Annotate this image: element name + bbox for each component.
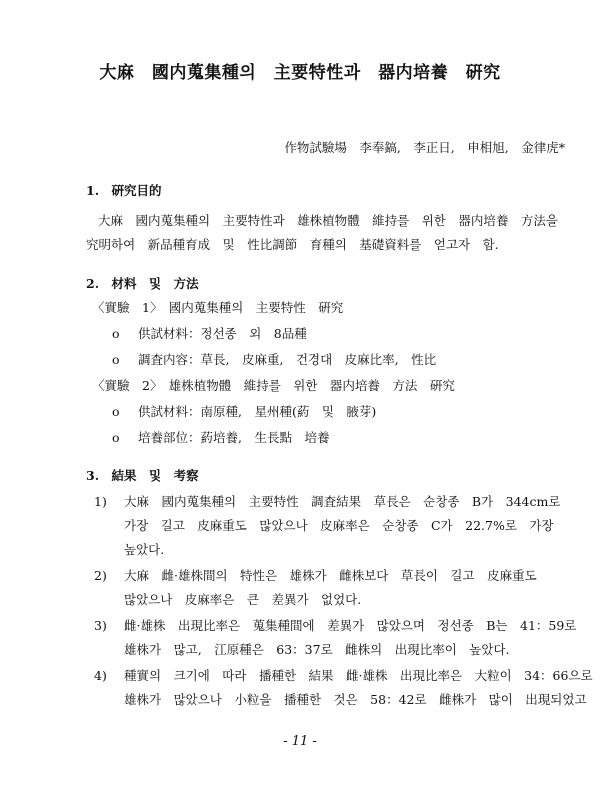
experiment-1-item-1: 供試材料：정선종 외 8品種 (138, 326, 307, 341)
section-1-line-1: 大麻 國内蒐集種의 主要特性과 雄株植物體 維持를 위한 器内培養 方法을 (98, 213, 558, 228)
section-3-heading: 3. 結果 및 考察 (86, 468, 199, 483)
result-2-line-1: 大麻 雌·雄株間의 特性은 雄株가 雌株보다 草長이 길고 皮麻重도 (124, 568, 537, 583)
result-2-line-2: 많았으나 皮麻率은 큰 差異가 없었다. (124, 592, 362, 607)
result-4-line-1: 種實의 크기에 따라 播種한 結果 雌·雄株 出現比率은 大粒이 34：66으로 (124, 668, 593, 683)
result-item-1 (94, 494, 560, 510)
bullet-marker: o (112, 430, 120, 445)
bullet-marker: o (112, 326, 120, 341)
result-item-4 (94, 668, 593, 684)
result-1-line-1: 大麻 國内蒐集種의 主要特性 調査結果 草長은 순창종 B가 344cm로 (124, 494, 561, 509)
paper-title: 大麻 國内蒐集種의 主要特性과 器内培養 硏究 (99, 63, 501, 83)
section-1-line-2: 究明하여 新品種育成 및 性比調節 育種의 基礎資料를 얻고자 함. (86, 237, 499, 252)
result-number: 1) (94, 494, 107, 509)
result-item-3 (94, 618, 576, 634)
result-1-line-2: 가장 길고 皮麻重도 많았으나 皮麻率은 순창종 C가 22.7%로 가장 (124, 518, 554, 533)
experiment-1-item (112, 326, 307, 342)
author-line: 作物試驗場 李奉鎬, 李正日, 申相旭, 金律虎* (284, 140, 565, 155)
result-number: 3) (94, 618, 107, 633)
section-2-heading: 2. 材料 및 方法 (86, 276, 199, 291)
bullet-marker: o (112, 352, 120, 367)
experiment-2-item (112, 430, 329, 446)
experiment-1-item (112, 352, 436, 368)
result-item-2 (94, 568, 537, 584)
experiment-2-item-2: 培養部位：葯培養, 生長點 培養 (138, 430, 330, 445)
result-1-line-3: 높았다. (124, 542, 165, 557)
result-number: 2) (94, 568, 107, 583)
experiment-1-heading: 〈實驗 1〉 國内蒐集種의 主要特性 硏究 (92, 300, 344, 315)
result-4-line-2: 雄株가 많았으나 小粒을 播種한 것은 58：42로 雌株가 많이 出現되었고 (124, 692, 587, 707)
result-3-line-2: 雄株가 많고, 江原種은 63：37로 雌株의 出現比率이 높았다. (124, 642, 510, 657)
result-3-line-1: 雌·雄株 出現比率은 蒐集種間에 差異가 많았으며 정선종 B는 41：59로 (124, 618, 577, 633)
page-number: - 11 - (283, 734, 317, 749)
section-1-heading: 1. 硏究目的 (86, 183, 162, 198)
result-number: 4) (94, 668, 107, 683)
experiment-2-item (112, 404, 376, 420)
experiment-2-heading: 〈實驗 2〉 雄株植物體 維持를 위한 器内培養 方法 硏究 (92, 378, 455, 393)
experiment-1-item-2: 調査内容：草長, 皮麻重, 건경대 皮麻比率, 性比 (138, 352, 437, 367)
bullet-marker: o (112, 404, 120, 419)
experiment-2-item-1: 供試材料：南原種, 星州種(葯 및 腋芽) (138, 404, 377, 419)
